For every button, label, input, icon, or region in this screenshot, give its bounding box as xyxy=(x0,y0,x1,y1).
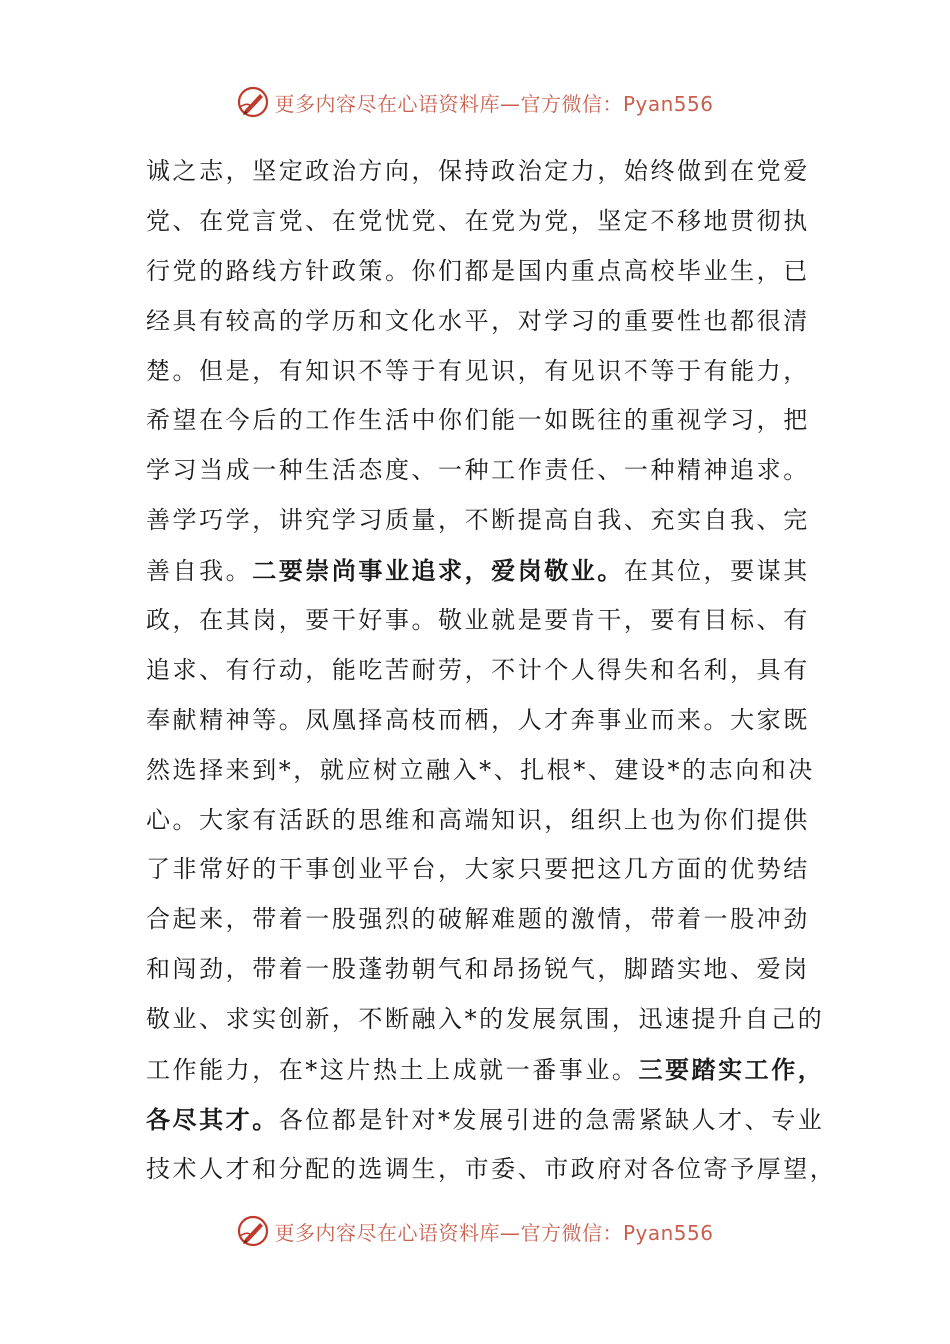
text-segment: 敬业、求实创新，不断融入*的发展氛围，迅速提升自己的 xyxy=(146,1005,825,1034)
document-body xyxy=(146,147,837,1195)
text-segment: 追求、有行动，能吃苦耐劳，不计个人得失和名利，具有 xyxy=(146,655,810,684)
text-line xyxy=(146,197,810,247)
text-line xyxy=(146,646,810,696)
text-line xyxy=(146,696,810,746)
bold-heading-segment: 三要踏实工作， xyxy=(638,1055,825,1085)
header-watermark xyxy=(0,82,950,122)
text-line xyxy=(146,446,810,496)
text-line xyxy=(146,546,810,596)
text-segment: 行党的路线方针政策。你们都是国内重点高校毕业生，已 xyxy=(146,256,810,285)
text-line xyxy=(146,496,810,546)
text-line xyxy=(146,796,810,846)
text-line xyxy=(146,945,810,995)
pen-logo-icon xyxy=(236,85,270,119)
text-line xyxy=(146,995,825,1045)
text-segment: 经具有较高的学历和文化水平，对学习的重要性也都很清 xyxy=(146,306,810,335)
watermark-text: 更多内容尽在心语资料库—官方微信：Pyan556 xyxy=(274,91,714,116)
text-line xyxy=(146,297,810,347)
text-line xyxy=(146,1095,825,1145)
text-line xyxy=(146,845,810,895)
text-line xyxy=(146,1145,837,1195)
text-line xyxy=(146,396,810,446)
text-segment: 了非常好的干事创业平台，大家只要把这几方面的优势结 xyxy=(146,855,810,884)
text-segment: 在其位，要谋其 xyxy=(623,557,810,586)
text-segment: 楚。但是，有知识不等于有见识，有见识不等于有能力， xyxy=(146,356,810,385)
pen-logo-icon xyxy=(236,1214,270,1248)
text-segment: 各位都是针对*发展引进的急需紧缺人才、专业 xyxy=(278,1105,825,1134)
watermark-text: 更多内容尽在心语资料库—官方微信：Pyan556 xyxy=(274,1220,714,1245)
footer-watermark xyxy=(0,1211,950,1251)
text-segment: 善自我。 xyxy=(146,557,253,586)
text-segment: 学习当成一种生活态度、一种工作责任、一种精神追求。 xyxy=(146,456,810,485)
text-segment: 诚之志，坚定政治方向，保持政治定力，始终做到在党爱 xyxy=(146,157,810,185)
text-segment: 心。大家有活跃的思维和高端知识，组织上也为你们提供 xyxy=(146,805,810,834)
text-segment: 善学巧学，讲究学习质量，不断提高自我、充实自我、完 xyxy=(146,506,810,535)
text-line xyxy=(146,247,810,297)
bold-heading-segment: 各尽其才。 xyxy=(146,1104,279,1134)
text-line xyxy=(146,596,810,646)
text-line xyxy=(146,347,810,397)
text-segment: 工作能力，在*这片热土上成就一番事业。 xyxy=(146,1056,639,1085)
text-segment: 奉献精神等。凤凰择高枝而栖，人才奔事业而来。大家既 xyxy=(146,705,810,734)
text-segment: 然选择来到*，就应树立融入*、扎根*、建设*的志向和决 xyxy=(146,755,815,784)
text-line xyxy=(146,746,815,796)
text-line xyxy=(146,895,810,945)
bold-heading-segment: 二要崇尚事业追求，爱岗敬业。 xyxy=(252,556,624,586)
text-segment: 和闯劲，带着一股蓬勃朝气和昂扬锐气，脚踏实地、爱岗 xyxy=(146,955,810,984)
text-segment: 合起来，带着一股强烈的破解难题的激情，带着一股冲劲 xyxy=(146,905,810,934)
text-segment: 希望在今后的工作生活中你们能一如既往的重视学习，把 xyxy=(146,406,810,435)
text-segment: 党、在党言党、在党忧党、在党为党，坚定不移地贯彻执 xyxy=(146,206,810,235)
text-line xyxy=(146,147,810,197)
text-line xyxy=(146,1045,825,1095)
text-segment: 技术人才和分配的选调生，市委、市政府对各位寄予厚望， xyxy=(146,1154,837,1183)
text-segment: 政，在其岗，要干好事。敬业就是要肯干，要有目标、有 xyxy=(146,606,810,635)
